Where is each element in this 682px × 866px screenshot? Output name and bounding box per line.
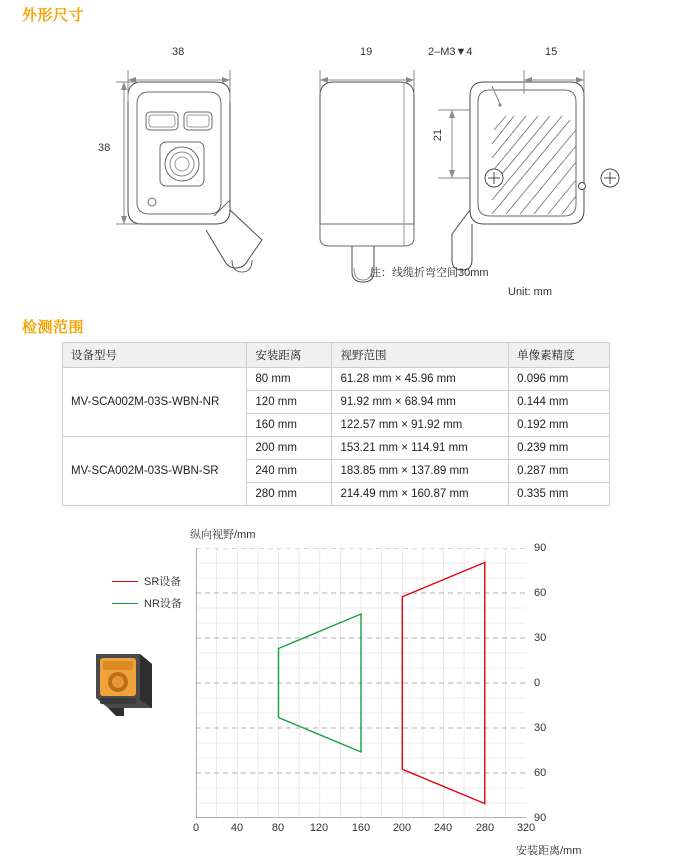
chart-legend: [112, 572, 182, 616]
legend-item-nr: [112, 594, 182, 612]
table-body: [63, 368, 610, 506]
fov-chart: [0, 520, 682, 860]
dim-back-height: 21: [432, 129, 444, 142]
cell-distance: 280 mm: [247, 483, 332, 506]
cell-pixel: 0.096 mm: [509, 368, 610, 391]
cell-model-sr: MV-SCA002M-03S-WBN-SR: [63, 437, 247, 506]
xtick-160: 160: [351, 822, 371, 834]
cell-fov: 91.92 mm × 68.94 mm: [332, 391, 509, 414]
device-photo: [82, 646, 168, 722]
dim-back-width: 15: [545, 46, 558, 58]
dim-back-thread: 2–M3▼4: [428, 46, 473, 58]
th-fov: 视野范围: [332, 343, 509, 368]
cable-bend-note: 注：线缆折弯空间30mm: [370, 267, 489, 279]
legend-label-nr: NR设备: [144, 598, 182, 610]
table-header-row: [63, 343, 610, 368]
xtick-120: 120: [309, 822, 329, 834]
ytick-30-bot: 30: [534, 722, 547, 734]
cell-fov: 61.28 mm × 45.96 mm: [332, 368, 509, 391]
legend-label-sr: SR设备: [144, 576, 182, 588]
ytick-60-top: 60: [534, 587, 547, 599]
ytick-90-bot: 90: [534, 812, 547, 824]
xtick-0: 0: [192, 822, 200, 834]
legend-swatch-nr-icon: [112, 603, 138, 604]
cell-distance: 200 mm: [247, 437, 332, 460]
ytick-30-top: 30: [534, 632, 547, 644]
cell-fov: 122.57 mm × 91.92 mm: [332, 414, 509, 437]
dimension-drawing-svg: [0, 24, 682, 304]
th-model: 设备型号: [63, 343, 247, 368]
chart-svg: [196, 548, 526, 818]
ytick-0: 0: [534, 677, 541, 689]
cell-pixel: 0.192 mm: [509, 414, 610, 437]
cell-distance: 80 mm: [247, 368, 332, 391]
table-row: [63, 437, 610, 460]
cell-model-nr: MV-SCA002M-03S-WBN-NR: [63, 368, 247, 437]
xtick-200: 200: [392, 822, 412, 834]
dim-front-height: 38: [98, 142, 111, 154]
section-heading-dimensions: 外形尺寸: [22, 7, 85, 24]
cell-distance: 160 mm: [247, 414, 332, 437]
chart-plot-area: [196, 548, 526, 818]
section-heading-detection-range: 检测范围: [22, 319, 85, 336]
xtick-240: 240: [433, 822, 453, 834]
unit-label: Unit: mm: [508, 286, 552, 298]
legend-swatch-sr-icon: [112, 581, 138, 582]
xtick-80: 80: [271, 822, 285, 834]
xtick-320: 320: [516, 822, 536, 834]
cell-pixel: 0.239 mm: [509, 437, 610, 460]
dim-side-width: 19: [360, 46, 373, 58]
dimension-drawing: [0, 24, 682, 304]
cell-fov: 153.21 mm × 114.91 mm: [332, 437, 509, 460]
chart-y-axis-title: 纵向视野/mm: [190, 529, 256, 541]
ytick-90-top: 90: [534, 542, 547, 554]
cell-pixel: 0.144 mm: [509, 391, 610, 414]
ytick-60-bot: 60: [534, 767, 547, 779]
cell-fov: 183.85 mm × 137.89 mm: [332, 460, 509, 483]
cell-pixel: 0.335 mm: [509, 483, 610, 506]
xtick-280: 280: [475, 822, 495, 834]
dim-front-width: 38: [172, 46, 185, 58]
detection-range-table: [62, 342, 610, 506]
th-distance: 安装距离: [247, 343, 332, 368]
cell-fov: 214.49 mm × 160.87 mm: [332, 483, 509, 506]
cell-pixel: 0.287 mm: [509, 460, 610, 483]
table-header: [63, 343, 610, 368]
th-pixel: 单像素精度: [509, 343, 610, 368]
legend-item-sr: [112, 572, 182, 590]
cell-distance: 240 mm: [247, 460, 332, 483]
cell-distance: 120 mm: [247, 391, 332, 414]
table-row: [63, 368, 610, 391]
chart-x-axis-title: 安装距离/mm: [516, 845, 582, 857]
xtick-40: 40: [230, 822, 244, 834]
device-photo-svg: [82, 646, 168, 722]
